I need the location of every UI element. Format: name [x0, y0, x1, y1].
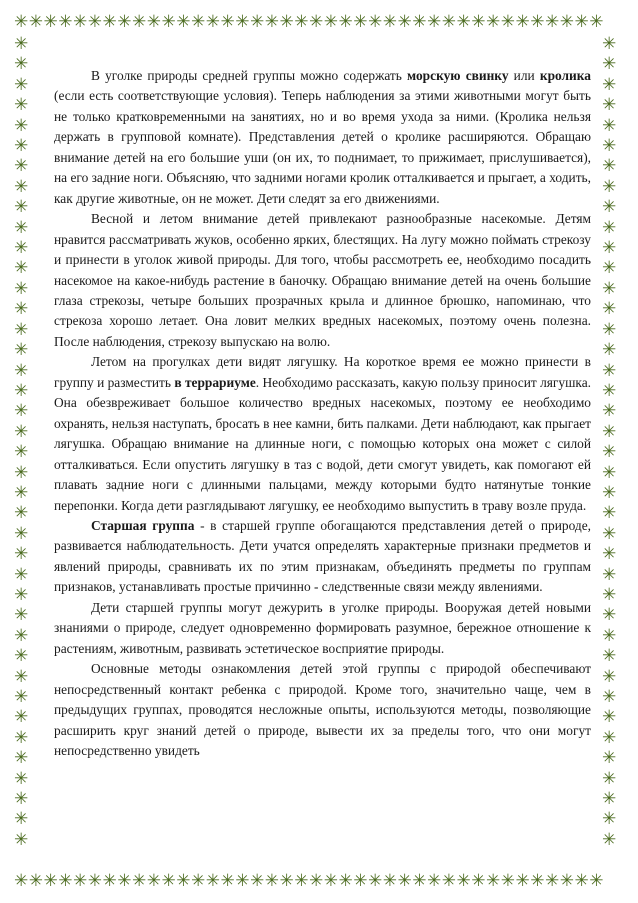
snowflake-icon: ✳ — [14, 95, 29, 116]
snowflake-icon: ✳ — [14, 707, 29, 728]
snowflake-icon: ✳ — [14, 156, 29, 177]
snowflake-icon: ✳ — [279, 12, 295, 32]
snowflake-icon: ✳ — [353, 871, 368, 891]
snowflake-icon: ✳ — [574, 871, 590, 891]
snowflake-icon: ✳ — [486, 12, 501, 32]
snowflake-icon: ✳ — [205, 12, 221, 32]
snowflake-icon: ✳ — [602, 748, 617, 769]
paragraph-guinea-pig-rabbit: В уголке природы средней группы можно содержать морскую свинку или кролика (если есть соответствующие условия). Теперь наблюдения за этими животными могут быть не только кратковременными на занятиях, но и во время ухода за ними. (Кролика нельзя держать в групповой комнате). Представления детей о кролике расширяются. Обращаю внимание детей на его большие уши (он их, то поднимает, то прижимает, прислушивается), на его задние ноги. Объясняю, что задними ногами кролик отталкивается и прыгает, а ходить, как другие животные, он не может. Дети следят за его движениями. — [54, 68, 591, 206]
snowflake-icon: ✳ — [161, 871, 177, 891]
snowflake-icon: ✳ — [14, 564, 29, 585]
snowflake-icon: ✳ — [441, 871, 457, 891]
snowflake-icon: ✳ — [14, 503, 29, 524]
snowflake-icon: ✳ — [14, 74, 29, 95]
snowflake-icon: ✳ — [14, 584, 29, 605]
snowflake-icon: ✳ — [602, 197, 617, 218]
snowflake-icon: ✳ — [602, 605, 617, 626]
snowflake-icon: ✳ — [14, 115, 29, 136]
snowflake-icon: ✳ — [235, 12, 250, 32]
snowflake-icon: ✳ — [14, 687, 29, 707]
snowflake-icon: ✳ — [14, 482, 29, 503]
snowflake-icon: ✳ — [602, 625, 617, 646]
snowflake-icon: ✳ — [545, 871, 560, 891]
snowflake-icon: ✳ — [14, 605, 29, 626]
snowflake-icon: ✳ — [368, 871, 383, 891]
snowflake-icon: ✳ — [382, 12, 398, 32]
snowflake-icon: ✳ — [471, 12, 486, 32]
snowflake-icon: ✳ — [412, 12, 427, 32]
snowflake-icon: ✳ — [14, 12, 29, 32]
snowflake-icon: ✳ — [73, 12, 88, 32]
snowflake-icon: ✳ — [14, 176, 29, 197]
snowflake-icon: ✳ — [602, 380, 617, 401]
snowflake-icon: ✳ — [14, 238, 29, 259]
snowflake-icon: ✳ — [602, 421, 617, 442]
snowflake-icon: ✳ — [602, 176, 617, 197]
snowflake-icon: ✳ — [353, 12, 368, 32]
snowflake-icon: ✳ — [456, 12, 472, 32]
paragraph-frog: Летом на прогулках дети видят лягушку. На короткое время ее можно принести в группу и разместить в террариуме. Необходимо рассказать, какую пользу приносит лягушка. Она обезвреживает большое количество вредных насекомых, поэтому ее необходимо охранять, нельзя наступать, бросать в нее камни, бить палками. Дети наблюдают, как прыгает лягушка. Обращаю внимание на длинные ноги, с помощью которых она может с силой отталкиваться. Если опустить лягушку в таз с водой, дети смогут увидеть, как помогают ей плавать задние ноги с длинными пальцами, между которыми будто натянутые тонкие перепонки. Когда дети разглядывают лягушку, ее необходимо выпустить в траву возле пруда. — [54, 354, 592, 513]
snowflake-icon: ✳ — [602, 829, 617, 850]
snowflake-icon: ✳ — [602, 523, 617, 544]
snowflake-icon: ✳ — [602, 54, 617, 75]
snowflake-icon: ✳ — [146, 12, 162, 32]
snowflake-icon: ✳ — [602, 544, 617, 565]
paragraph-duty: Дети старшей группы могут дежурить в уголке природы. Вооружая детей новыми знаниями о природе, следует одновременно формировать разумное, бережное отношение к растениям, животным, развивать эстетическое восприятие природы. — [54, 599, 591, 656]
snowflake-icon: ✳ — [43, 12, 59, 32]
snowflake-icon: ✳ — [58, 12, 73, 32]
snowflake-icon: ✳ — [602, 299, 617, 320]
snowflake-icon: ✳ — [602, 278, 617, 299]
snowflake-icon: ✳ — [14, 421, 29, 442]
snowflake-icon: ✳ — [117, 12, 132, 32]
snowflake-icon: ✳ — [602, 95, 617, 116]
snowflake-icon: ✳ — [530, 871, 545, 891]
snowflake-icon: ✳ — [14, 258, 29, 279]
snowflake-icon: ✳ — [574, 12, 590, 32]
snowflake-icon: ✳ — [602, 238, 617, 259]
snowflake-icon: ✳ — [602, 809, 617, 830]
snowflake-icon: ✳ — [589, 871, 604, 891]
snowflake-icon: ✳ — [294, 12, 309, 32]
snowflake-icon: ✳ — [602, 340, 617, 361]
snowflake-icon: ✳ — [14, 360, 29, 381]
snowflake-icon: ✳ — [500, 871, 516, 891]
snowflake-icon: ✳ — [602, 115, 617, 136]
bottom-snowflake-border — [14, 871, 624, 893]
snowflake-icon: ✳ — [264, 871, 280, 891]
snowflake-icon: ✳ — [73, 871, 88, 891]
document-body — [54, 66, 591, 761]
snowflake-icon: ✳ — [602, 136, 617, 157]
snowflake-icon: ✳ — [602, 156, 617, 177]
snowflake-icon: ✳ — [14, 646, 29, 667]
snowflake-icon: ✳ — [368, 12, 383, 32]
right-snowflake-border — [602, 34, 624, 871]
snowflake-icon: ✳ — [14, 789, 29, 810]
snowflake-icon: ✳ — [87, 871, 103, 891]
snowflake-icon: ✳ — [14, 809, 29, 830]
snowflake-icon: ✳ — [14, 340, 29, 361]
snowflake-icon: ✳ — [102, 871, 118, 891]
snowflake-icon: ✳ — [28, 871, 44, 891]
snowflake-icon: ✳ — [382, 871, 398, 891]
snowflake-icon: ✳ — [14, 278, 29, 299]
snowflake-icon: ✳ — [14, 727, 29, 748]
snowflake-icon: ✳ — [176, 871, 191, 891]
snowflake-icon: ✳ — [602, 789, 617, 810]
snowflake-icon: ✳ — [602, 666, 617, 687]
snowflake-icon: ✳ — [602, 503, 617, 524]
snowflake-icon: ✳ — [602, 319, 617, 340]
snowflake-icon: ✳ — [14, 34, 29, 54]
snowflake-icon: ✳ — [397, 871, 413, 891]
snowflake-icon: ✳ — [102, 12, 118, 32]
snowflake-icon: ✳ — [530, 12, 545, 32]
snowflake-icon: ✳ — [471, 871, 486, 891]
snowflake-icon: ✳ — [14, 136, 29, 157]
snowflake-icon: ✳ — [602, 482, 617, 503]
snowflake-icon: ✳ — [14, 462, 29, 483]
snowflake-icon: ✳ — [515, 12, 531, 32]
snowflake-icon: ✳ — [14, 829, 29, 850]
snowflake-icon: ✳ — [87, 12, 103, 32]
snowflake-icon: ✳ — [602, 442, 617, 463]
snowflake-icon: ✳ — [235, 871, 250, 891]
snowflake-icon: ✳ — [338, 12, 354, 32]
snowflake-icon: ✳ — [500, 12, 516, 32]
snowflake-icon: ✳ — [191, 871, 206, 891]
snowflake-icon: ✳ — [602, 258, 617, 279]
snowflake-icon: ✳ — [515, 871, 531, 891]
paragraph-methods: Основные методы ознакомления детей этой группы с природой обеспечивают непосредственный контакт ребенка с природой. Кроме того, значительно чаще, чем в предыдущих группах, проводятся несложные опыты, используются методы, позволяющие расширить круг знаний детей о природе, вывести их за пределы того, что они могут непосредственно увидеть — [54, 661, 591, 758]
snowflake-icon: ✳ — [602, 707, 617, 728]
snowflake-icon: ✳ — [14, 197, 29, 218]
snowflake-icon: ✳ — [602, 768, 617, 789]
snowflake-icon: ✳ — [397, 12, 413, 32]
snowflake-icon: ✳ — [14, 871, 29, 891]
snowflake-icon: ✳ — [602, 34, 617, 54]
snowflake-icon: ✳ — [132, 12, 147, 32]
snowflake-icon: ✳ — [14, 666, 29, 687]
snowflake-icon: ✳ — [14, 380, 29, 401]
snowflake-icon: ✳ — [427, 12, 442, 32]
snowflake-icon: ✳ — [132, 871, 147, 891]
snowflake-icon: ✳ — [602, 217, 617, 238]
snowflake-icon: ✳ — [456, 871, 472, 891]
snowflake-icon: ✳ — [486, 871, 501, 891]
snowflake-icon: ✳ — [602, 727, 617, 748]
snowflake-icon: ✳ — [14, 217, 29, 238]
snowflake-icon: ✳ — [323, 12, 339, 32]
snowflake-icon: ✳ — [559, 12, 575, 32]
snowflake-icon: ✳ — [412, 871, 427, 891]
snowflake-icon: ✳ — [191, 12, 206, 32]
paragraph-insects: Весной и летом внимание детей привлекают разнообразные насекомые. Детям нравится рассматривать жуков, особенно ярких, блестящих. На лугу можно поймать стрекозу и принести в уголок живой природы. Для того, чтобы рассмотреть ее, необходимо посадить насекомое на какое-нибудь растение в баночку. Обращаю внимание детей на очень большие глаза стрекозы, четыре больших прозрачных крыла и длинное брюшко, напоминаю, что стрекоза хорошо летает. Она ловит мелких вредных насекомых, поэтому очень полезна. После наблюдения, стрекозу выпускаю на волю. — [54, 211, 591, 349]
snowflake-icon: ✳ — [176, 12, 191, 32]
snowflake-icon: ✳ — [28, 12, 44, 32]
snowflake-icon: ✳ — [602, 687, 617, 707]
snowflake-icon: ✳ — [14, 544, 29, 565]
snowflake-icon: ✳ — [545, 12, 560, 32]
snowflake-icon: ✳ — [14, 319, 29, 340]
snowflake-icon: ✳ — [338, 871, 354, 891]
snowflake-icon: ✳ — [602, 74, 617, 95]
left-snowflake-border — [14, 34, 36, 871]
snowflake-icon: ✳ — [602, 360, 617, 381]
snowflake-icon: ✳ — [589, 12, 604, 32]
snowflake-icon: ✳ — [58, 871, 73, 891]
snowflake-icon: ✳ — [250, 12, 265, 32]
snowflake-icon: ✳ — [602, 584, 617, 605]
snowflake-icon: ✳ — [14, 768, 29, 789]
top-snowflake-border — [14, 12, 624, 34]
snowflake-icon: ✳ — [43, 871, 59, 891]
snowflake-icon: ✳ — [279, 871, 295, 891]
snowflake-icon: ✳ — [205, 871, 221, 891]
paragraph-senior-group: Старшая группа - в старшей группе обогащаются представления детей о природе, развивается наблюдательность. Дети учатся определять характерные признаки предметов и явлений природы, сравнивать их по этим признакам, объединять предметы по группам признаков, устанавливать простые причинно - следственные связи между явлениями. — [54, 517, 591, 595]
snowflake-icon: ✳ — [14, 748, 29, 769]
snowflake-icon: ✳ — [220, 12, 236, 32]
snowflake-icon: ✳ — [309, 871, 324, 891]
snowflake-icon: ✳ — [146, 871, 162, 891]
snowflake-icon: ✳ — [14, 401, 29, 422]
snowflake-icon: ✳ — [602, 564, 617, 585]
snowflake-icon: ✳ — [14, 54, 29, 75]
snowflake-icon: ✳ — [323, 871, 339, 891]
snowflake-icon: ✳ — [14, 442, 29, 463]
snowflake-icon: ✳ — [602, 401, 617, 422]
snowflake-icon: ✳ — [14, 625, 29, 646]
snowflake-icon: ✳ — [14, 299, 29, 320]
snowflake-icon: ✳ — [441, 12, 457, 32]
snowflake-icon: ✳ — [559, 871, 575, 891]
snowflake-icon: ✳ — [294, 871, 309, 891]
snowflake-icon: ✳ — [220, 871, 236, 891]
snowflake-icon: ✳ — [602, 646, 617, 667]
snowflake-icon: ✳ — [264, 12, 280, 32]
snowflake-icon: ✳ — [161, 12, 177, 32]
snowflake-icon: ✳ — [309, 12, 324, 32]
snowflake-icon: ✳ — [427, 871, 442, 891]
snowflake-icon: ✳ — [250, 871, 265, 891]
snowflake-icon: ✳ — [14, 523, 29, 544]
snowflake-icon: ✳ — [117, 871, 132, 891]
snowflake-icon: ✳ — [602, 462, 617, 483]
